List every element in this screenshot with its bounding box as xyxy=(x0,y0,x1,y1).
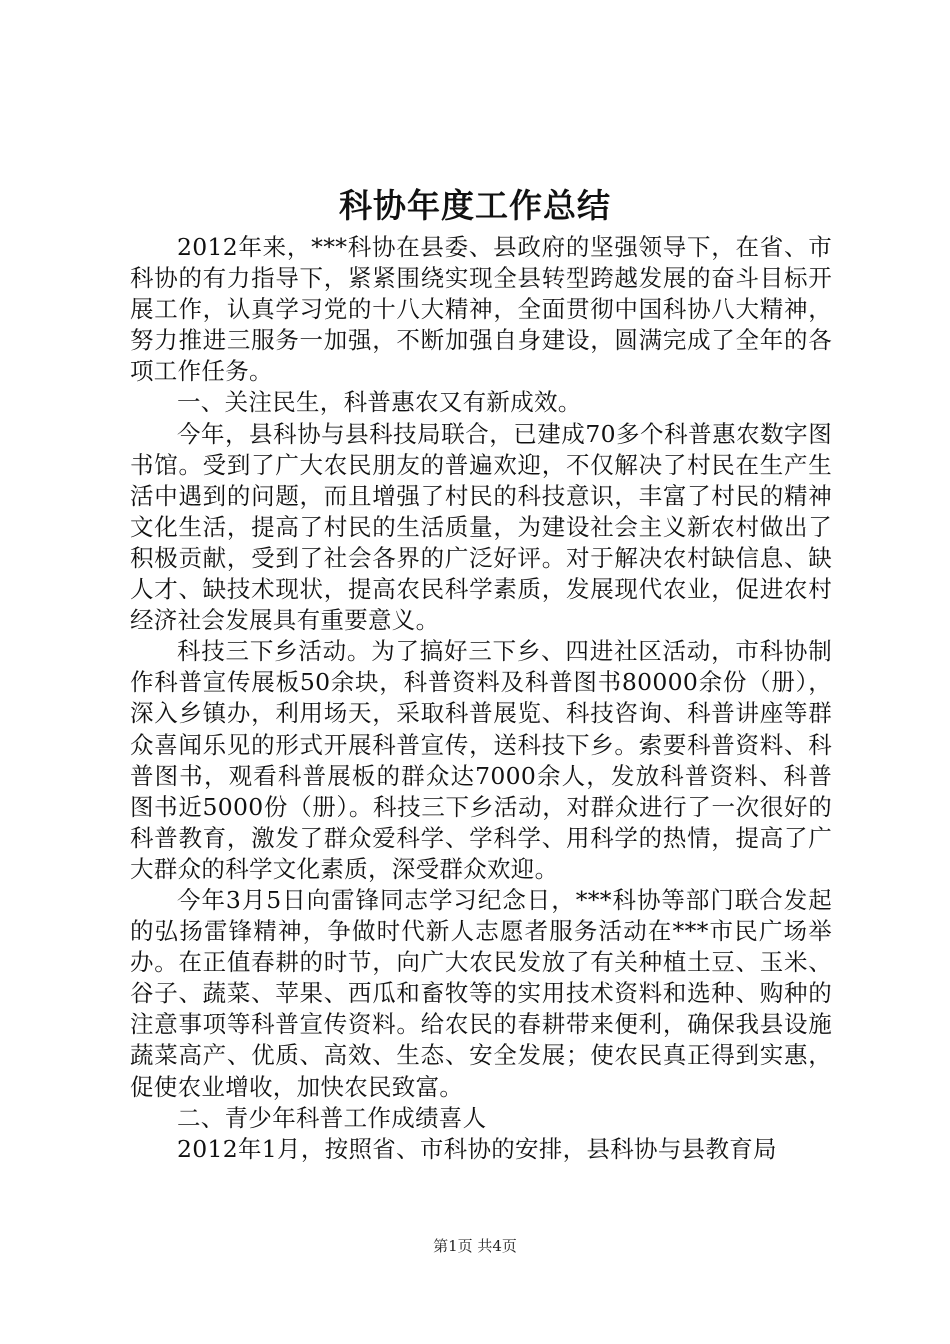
section-heading-2: 二、青少年科普工作成绩喜人 xyxy=(177,1103,487,1132)
section-heading-1: 一、关注民生，科普惠农又有新成效。 xyxy=(177,388,582,417)
paragraph-youth-science: 2012年1月，按照省、市科协的安排，县科协与县教育局 xyxy=(177,1134,777,1163)
document-body xyxy=(130,232,832,1165)
paragraph-lei-feng-day: 今年3月5日向雷锋同志学习纪念日，***科协等部门联合发起的弘扬雷锋精神，争做时代新人志愿者服务活动在***市民广场举办。在正值春耕的时节，向广大农民发放了有关种植土豆、玉米、谷子、蔬菜、苹果、西瓜和畜牧等的实用技术资料和选种、购种的注意事项等科普宣传资料。给农民的春耕带来便利，确保我县设施蔬菜高产、优质、高效、生态、安全发展；使农民真正得到实惠，促使农业增收，加快农民致富。 xyxy=(130,885,832,1101)
page-number-footer: 第1页 共4页 xyxy=(433,1237,517,1255)
paragraph-intro: 2012年来，***科协在县委、县政府的坚强领导下，在省、市科协的有力指导下，紧紧围绕实现全县转型跨越发展的奋斗目标开展工作，认真学习党的十八大精神，全面贯彻中国科协八大精神，努力推进三服务一加强，不断加强自身建设，圆满完成了全年的各项工作任务。 xyxy=(130,233,832,386)
paragraph-digital-library: 今年，县科协与县科技局联合，已建成70多个科普惠农数字图书馆。受到了广大农民朋友的普遍欢迎，不仅解决了村民在生产生活中遇到的问题，而且增强了村民的科技意识，丰富了村民的精神文化生活，提高了村民的生活质量，为建设社会主义新农村做出了积极贡献，受到了社会各界的广泛好评。对于解决农村缺信息、缺人才、缺技术现状，提高农民科学素质，发展现代农业，促进农村经济社会发展具有重要意义。 xyxy=(130,419,832,635)
document-title: 科协年度工作总结 xyxy=(339,186,611,225)
paragraph-three-to-countryside: 科技三下乡活动。为了搞好三下乡、四进社区活动，市科协制作科普宣传展板50余块，科普资料及科普图书80000余份（册），深入乡镇办，利用场天，采取科普展览、科技咨询、科普讲座等群众喜闻乐见的形式开展科普宣传，送科技下乡。索要科普资料、科普图书，观看科普展板的群众达7000余人，发放科普资料、科普图书近5000份（册）。科技三下乡活动，对群众进行了一次很好的科普教育，激发了群众爱科学、学科学、用科学的热情，提高了广大群众的科学文化素质，深受群众欢迎。 xyxy=(130,637,832,883)
